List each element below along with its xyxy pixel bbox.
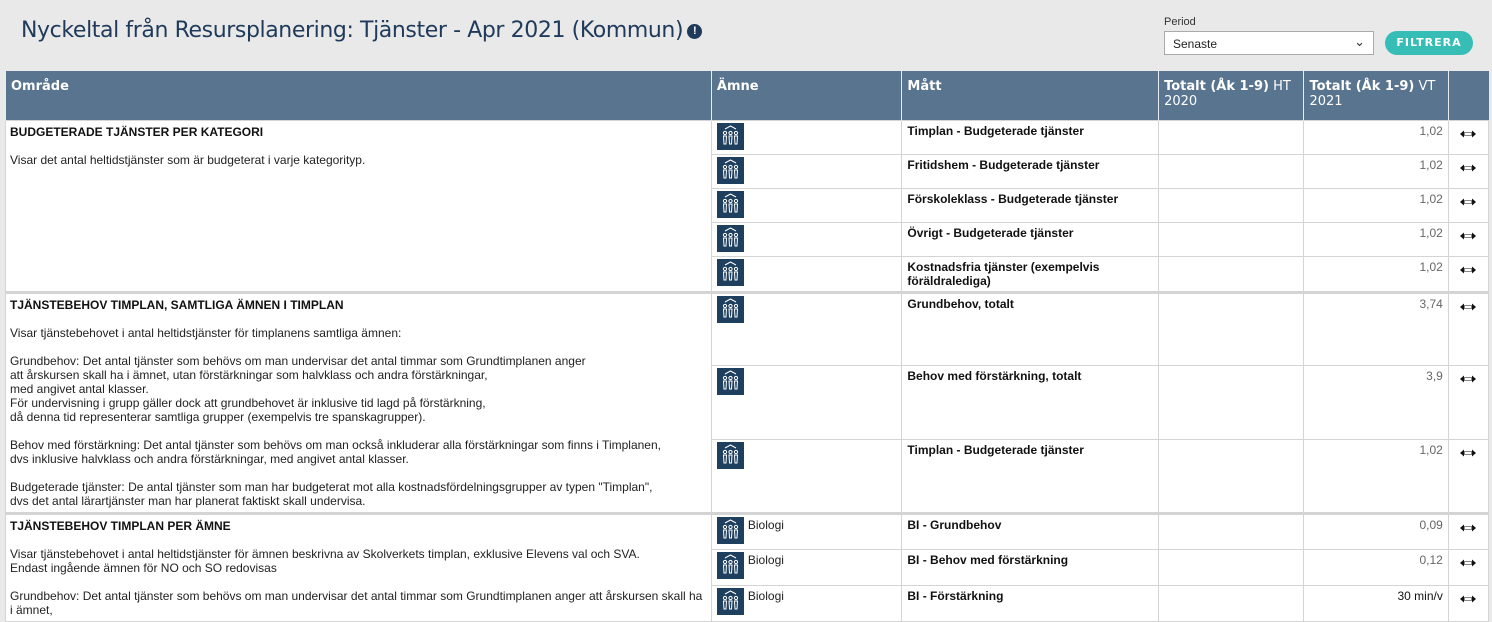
measure-cell: Förskoleklass - Budgeterade tjänster — [902, 189, 1159, 223]
expand-arrows-icon[interactable] — [1459, 196, 1477, 208]
total-vt-cell: 3,74 — [1304, 293, 1448, 366]
period-label: Period — [1164, 16, 1196, 28]
period-select-value: Senaste — [1173, 37, 1218, 51]
column-header-total-ht[interactable]: Totalt (Åk 1-9) HT 2020 — [1159, 71, 1304, 121]
row-action-cell — [1448, 189, 1488, 223]
people-group-icon[interactable] — [717, 552, 744, 579]
expand-arrows-icon[interactable] — [1459, 162, 1477, 174]
row-action-cell — [1448, 121, 1488, 155]
filter-button[interactable]: FILTRERA — [1385, 31, 1473, 55]
total-ht-cell — [1159, 365, 1304, 439]
total-ht-cell — [1159, 550, 1304, 586]
subject-cell — [711, 155, 902, 189]
subject-cell — [711, 223, 902, 257]
area-description: Visar det antal heltidstjänster som är budgeterat i varje kategorityp. — [10, 153, 366, 167]
expand-arrows-icon[interactable] — [1459, 373, 1477, 385]
expand-arrows-icon[interactable] — [1459, 522, 1477, 534]
total-vt-cell: 30 min/v — [1304, 586, 1448, 622]
measure-cell: Behov med förstärkning, totalt — [902, 365, 1159, 439]
subject-cell — [711, 365, 902, 439]
subject-cell — [711, 514, 902, 550]
table-row — [6, 121, 1489, 155]
people-group-icon[interactable] — [717, 588, 744, 615]
subject-cell — [711, 439, 902, 513]
total-ht-cell — [1159, 155, 1304, 189]
people-group-icon[interactable] — [717, 296, 744, 323]
expand-arrows-icon[interactable] — [1459, 128, 1477, 140]
total-ht-cell — [1159, 439, 1304, 513]
total-vt-cell: 1,02 — [1304, 223, 1448, 257]
info-icon[interactable]: ! — [687, 24, 702, 39]
row-action-cell — [1448, 439, 1488, 513]
people-group-icon[interactable] — [717, 259, 744, 286]
people-group-icon[interactable] — [717, 368, 744, 395]
area-cell — [6, 514, 712, 622]
area-cell — [6, 121, 712, 293]
people-group-icon[interactable] — [717, 517, 744, 544]
expand-arrows-icon[interactable] — [1459, 264, 1477, 276]
total-ht-cell — [1159, 257, 1304, 293]
subject-cell — [711, 550, 902, 586]
total-vt-cell: 0,09 — [1304, 514, 1448, 550]
measure-cell: Övrigt - Budgeterade tjänster — [902, 223, 1159, 257]
total-vt-cell: 1,02 — [1304, 439, 1448, 513]
total-vt-cell: 1,02 — [1304, 257, 1448, 293]
area-description: Visar tjänstebehovet i antal heltidstjänster för ämnen beskrivna av Skolverkets timplan, exklusive Elevens val och SVA. Endast ingående ämnen för NO och SO redovisas Grundbehov: Det antal tjänster som behövs om man undervisar det antal timmar som Grundtimplanen anger att årskursen skall ha i ämnet, — [10, 547, 703, 617]
people-group-icon[interactable] — [717, 157, 744, 184]
row-action-cell — [1448, 155, 1488, 189]
subject-cell — [711, 121, 902, 155]
total-vt-cell: 3,9 — [1304, 365, 1448, 439]
expand-arrows-icon[interactable] — [1459, 230, 1477, 242]
people-group-icon[interactable] — [717, 225, 744, 252]
total-ht-cell — [1159, 189, 1304, 223]
subject-name: Biologi — [747, 518, 784, 532]
subject-name: Biologi — [747, 589, 784, 603]
measure-cell: BI - Behov med förstärkning — [902, 550, 1159, 586]
key-figures-table — [5, 71, 1489, 622]
row-action-cell — [1448, 586, 1488, 622]
column-header-measure[interactable]: Mått — [902, 71, 1159, 121]
expand-arrows-icon[interactable] — [1459, 301, 1477, 313]
expand-arrows-icon[interactable] — [1459, 557, 1477, 569]
measure-cell: Timplan - Budgeterade tjänster — [902, 121, 1159, 155]
measure-cell: BI - Grundbehov — [902, 514, 1159, 550]
area-cell — [6, 293, 712, 514]
column-header-subject[interactable]: Ämne — [711, 71, 902, 121]
people-group-icon[interactable] — [717, 123, 744, 150]
row-action-cell — [1448, 293, 1488, 366]
column-header-total-vt[interactable]: Totalt (Åk 1-9) VT 2021 — [1304, 71, 1448, 121]
subject-cell — [711, 189, 902, 223]
subject-cell — [711, 586, 902, 622]
row-action-cell — [1448, 257, 1488, 293]
row-action-cell — [1448, 550, 1488, 586]
table-row — [6, 514, 1489, 550]
area-title: TJÄNSTEBEHOV TIMPLAN PER ÄMNE — [10, 519, 231, 533]
subject-cell — [711, 257, 902, 293]
total-vt-cell: 1,02 — [1304, 189, 1448, 223]
expand-arrows-icon[interactable] — [1459, 593, 1477, 605]
row-action-cell — [1448, 365, 1488, 439]
measure-cell: BI - Förstärkning — [902, 586, 1159, 622]
measure-cell: Fritidshem - Budgeterade tjänster — [902, 155, 1159, 189]
measure-cell: Kostnadsfria tjänster (exempelvis föräldralediga) — [902, 257, 1159, 293]
page-title: Nyckeltal från Resursplanering: Tjänster - Apr 2021 (Kommun) ! — [21, 18, 702, 43]
people-group-icon[interactable] — [717, 442, 744, 469]
chevron-down-icon: ⌄ — [1354, 34, 1365, 49]
total-vt-cell: 0,12 — [1304, 550, 1448, 586]
total-vt-cell: 1,02 — [1304, 155, 1448, 189]
area-title: TJÄNSTEBEHOV TIMPLAN, SAMTLIGA ÄMNEN I TIMPLAN — [10, 298, 344, 312]
area-description: Visar tjänstebehovet i antal heltidstjänster för timplanens samtliga ämnen: Grundbehov: Det antal tjänster som behövs om man undervisar det antal timmar som Grundtimplanen anger att årskursen skall ha i ämnet, utan förstärkningar som halvklass och andra förstärkningar, med angivet antal klasser. För undervisning i grupp gäller dock att grundbehovet är inklusive tid lagd på förstärkning, då denna tid representerar samtliga grupper (exempelvis tre spanskagrupper). Behov med förstärkning: Det antal tjänster som behövs om man också inkluderar alla förstärkningar som finns i Timplanen, dvs inklusive halvklass och andra förstärkningar, med angivet antal klasser. Budgeterade tjänster: De antal tjänster som man har budgeterat mot alla kostnadsfördelningsgrupper av typen "Timplan", dvs det antal lärartjänster man har planerat faktiskt skall undervisa. — [10, 326, 661, 508]
column-header-actions — [1448, 71, 1488, 121]
expand-arrows-icon[interactable] — [1459, 447, 1477, 459]
people-group-icon[interactable] — [717, 191, 744, 218]
total-ht-cell — [1159, 514, 1304, 550]
total-ht-cell — [1159, 586, 1304, 622]
total-ht-cell — [1159, 293, 1304, 366]
row-action-cell — [1448, 223, 1488, 257]
measure-cell: Grundbehov, totalt — [902, 293, 1159, 366]
row-action-cell — [1448, 514, 1488, 550]
table-row — [6, 293, 1489, 366]
area-title: BUDGETERADE TJÄNSTER PER KATEGORI — [10, 125, 264, 139]
column-header-area[interactable]: Område — [6, 71, 712, 121]
total-ht-cell — [1159, 121, 1304, 155]
period-select[interactable] — [1164, 31, 1374, 55]
total-vt-cell: 1,02 — [1304, 121, 1448, 155]
subject-name: Biologi — [747, 553, 784, 567]
subject-cell — [711, 293, 902, 366]
measure-cell: Timplan - Budgeterade tjänster — [902, 439, 1159, 513]
total-ht-cell — [1159, 223, 1304, 257]
